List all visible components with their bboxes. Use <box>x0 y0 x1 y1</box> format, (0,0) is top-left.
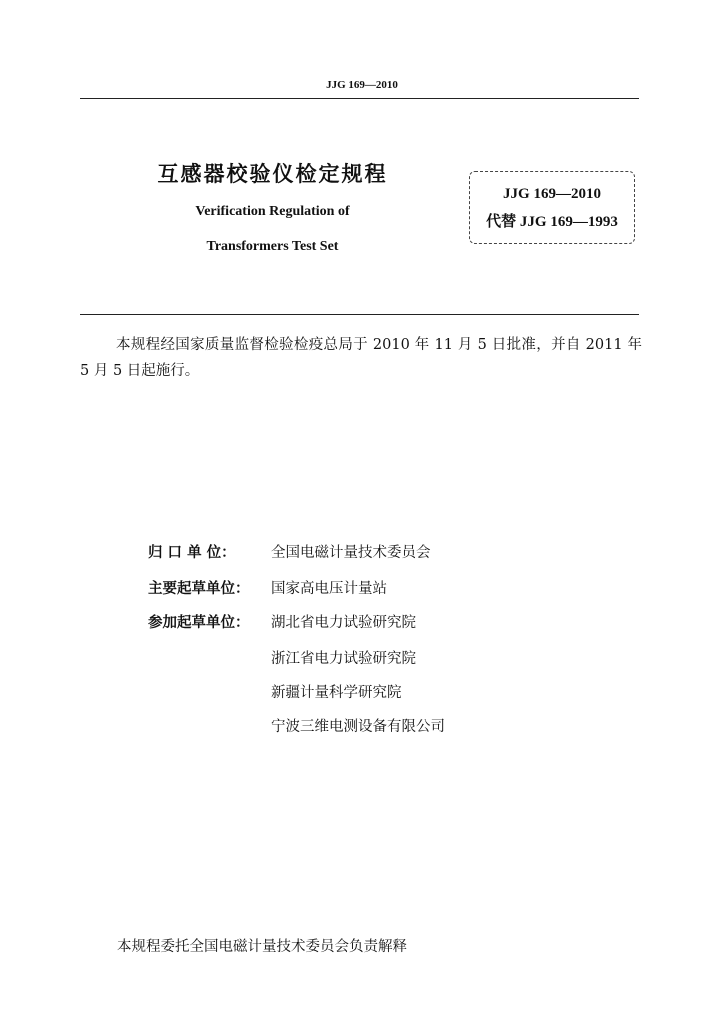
regulation-code: JJG 169—2010 <box>503 186 601 202</box>
top-rule <box>80 98 639 99</box>
replaces-code: 代替 JJG 169—1993 <box>486 214 618 230</box>
main-drafter-value: 国家高电压计量站 <box>271 581 387 597</box>
responsible-unit-label: 归 口 单 位： <box>148 545 236 561</box>
title-english-line2: Transformers Test Set <box>206 239 339 254</box>
participant-item: 浙江省电力试验研究院 <box>271 651 416 667</box>
approval-statement: 本规程经国家质量监督检验检疫总局于 2010 年 11 月 5 日批准，并自 2011 年 5 月 5 日起施行。 <box>80 337 642 379</box>
interpretation-note: 本规程委托全国电磁计量技术委员会负责解释 <box>117 939 407 955</box>
regulation-code-box <box>469 171 635 244</box>
participants-label: 参加起草单位： <box>148 615 250 631</box>
middle-rule <box>80 314 639 315</box>
title-english-line1: Verification Regulation of <box>195 204 350 219</box>
participant-item: 宁波三维电测设备有限公司 <box>271 719 445 735</box>
responsible-unit-value: 全国电磁计量技术委员会 <box>271 545 431 561</box>
participant-item: 湖北省电力试验研究院 <box>271 615 416 631</box>
participant-item: 新疆计量科学研究院 <box>271 685 402 701</box>
main-drafter-label: 主要起草单位： <box>148 581 250 597</box>
running-header: JJG 169—2010 <box>326 79 398 91</box>
title-chinese: 互感器校验仪检定规程 <box>157 162 388 186</box>
